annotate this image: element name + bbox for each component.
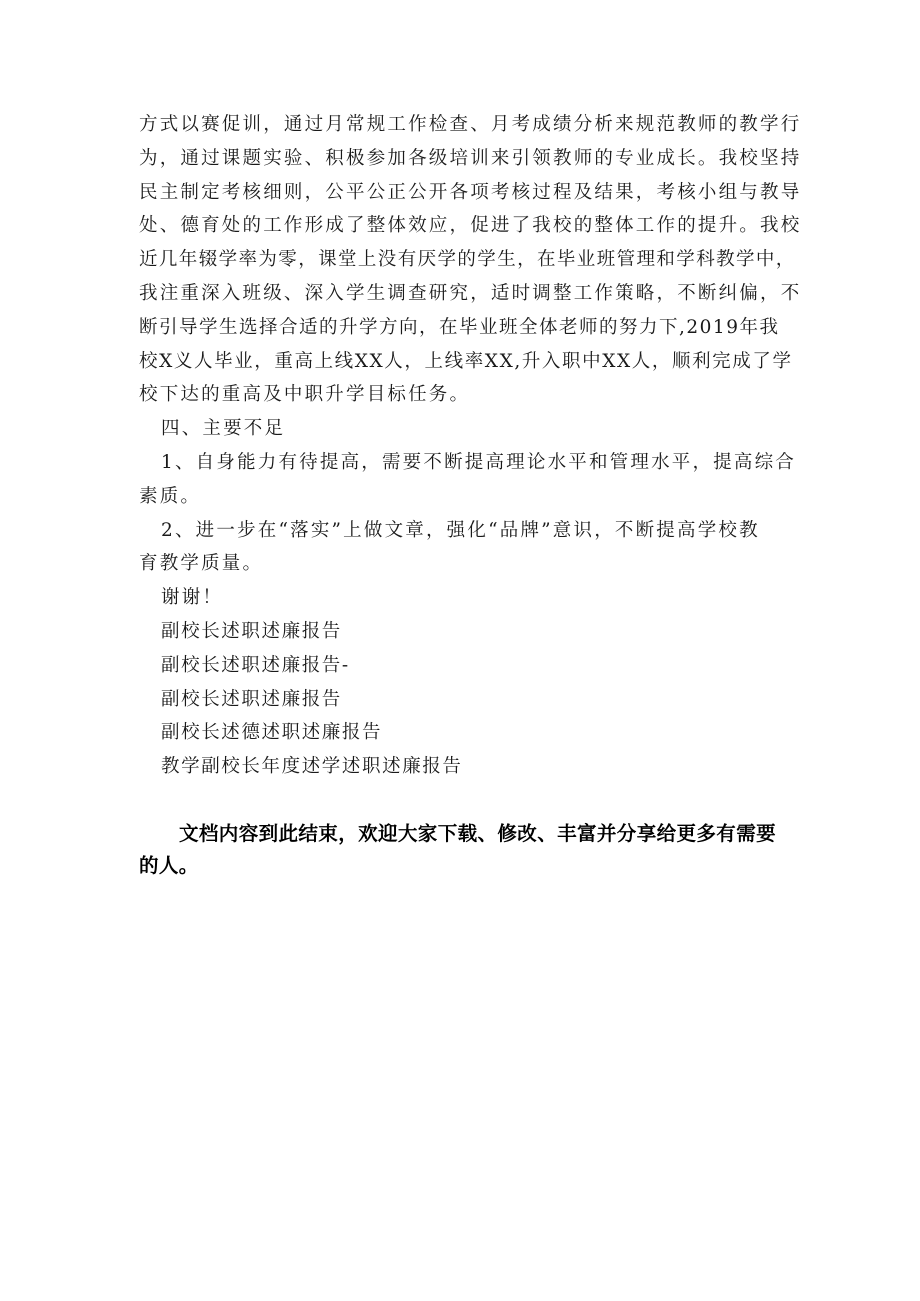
related-title: 副校长述职述廉报告 [161,620,342,642]
deficiency-item [139,446,796,514]
body-line: 校X义人毕业，重高上线XX人，上线率XX,升入职中XX人，顺利完成了学 [139,350,793,372]
section-heading: 四、主要不足 [161,418,286,440]
related-title: 副校长述职述廉报告 [161,688,342,710]
body-line: 方式以赛促训，通过月常规工作检查、月考成绩分析来规范教师的教学行 [139,114,802,135]
deficiency-line: 1、自身能力有待提高，需要不断提高理论水平和管理水平，提高综合 [161,451,796,473]
body-paragraph [139,108,802,412]
closing-line: 文档内容到此结束，欢迎大家下载、修改、丰富并分享给更多有需要 [179,822,777,845]
related-title: 副校长述德述职述廉报告 [161,722,383,744]
body-line: 校下达的重高及中职升学目标任务。 [139,384,471,406]
body-line: 我注重深入班级、深入学生调查研究，适时调整工作策略，不断纠偏，不 [139,282,802,304]
deficiency-line: 2、进一步在“落实”上做文章，强化“品牌”意识，不断提高学校教 [161,519,760,541]
body-line: 近几年辍学率为零，课堂上没有厌学的学生，在毕业班管理和学科教学中， [139,249,796,271]
deficiency-line: 育教学质量。 [139,553,264,575]
deficiency-line: 素质。 [139,485,202,507]
deficiency-item [139,514,789,582]
closing-note [139,818,799,882]
body-line: 处、德育处的工作形成了整体效应，促进了我校的整体工作的提升。我校 [139,215,802,237]
closing-line: 的人。 [139,854,199,877]
thanks-text: 谢谢！ [161,587,224,609]
related-title: 副校长述职述廉报告- [161,654,350,676]
body-line: 为，通过课题实验、积极参加各级培训来引领教师的专业成长。我校坚持 [139,147,802,169]
body-line: 民主制定考核细则，公平公正公开各项考核过程及结果，考核小组与教导 [139,181,802,203]
related-title: 教学副校长年度述学述职述廉报告 [161,756,463,778]
document-body [139,108,802,784]
body-line: 断引导学生选择合适的升学方向，在毕业班全体老师的努力下,2019年我 [139,316,780,338]
